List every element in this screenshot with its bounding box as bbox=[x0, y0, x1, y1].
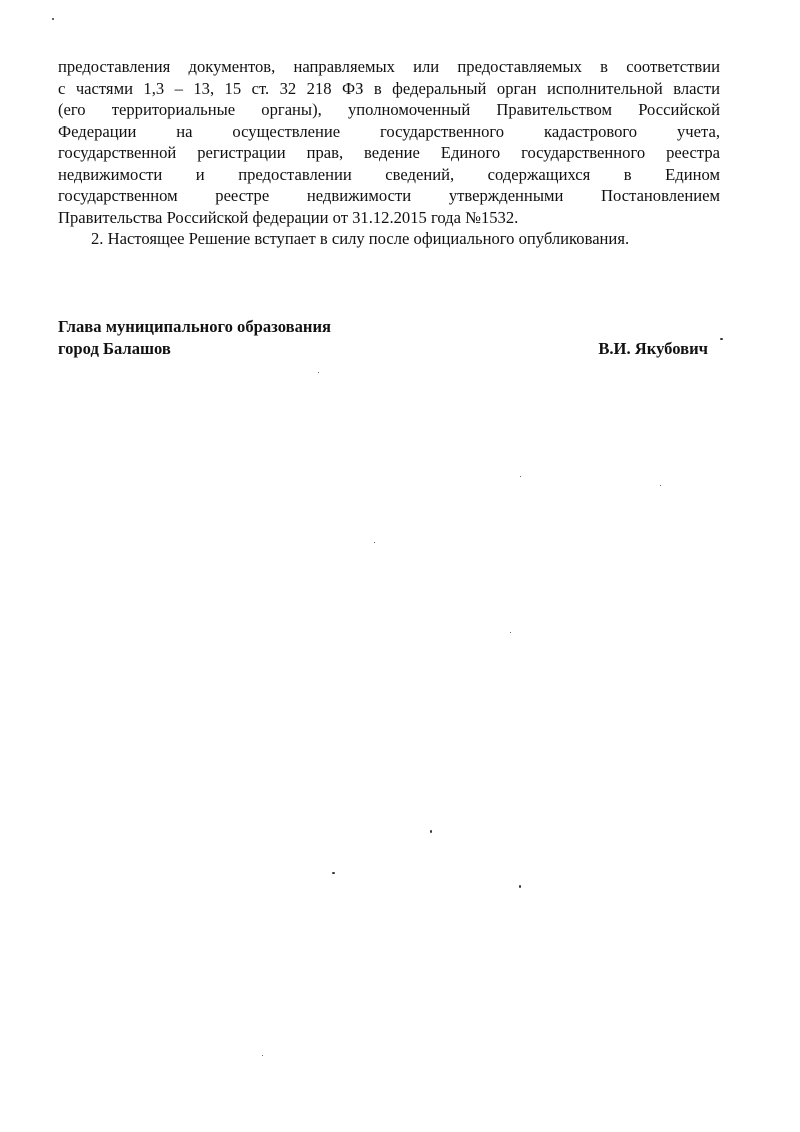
signatory-name: В.И. Якубович bbox=[598, 338, 708, 358]
document-body bbox=[58, 56, 720, 250]
scan-speck bbox=[262, 1055, 263, 1056]
signature-position-line1: Глава муниципального образования bbox=[58, 317, 331, 336]
body-line: недвижимости и предоставлении сведений, содержащихся в Едином bbox=[58, 164, 720, 184]
scan-speck bbox=[374, 542, 375, 543]
body-line: Федерации на осуществление государственного кадастрового учета, bbox=[58, 121, 720, 141]
signature-block bbox=[58, 316, 708, 359]
body-line: с частями 1,3 – 13, 15 ст. 32 218 ФЗ в федеральный орган исполнительной власти bbox=[58, 78, 720, 98]
scan-speck bbox=[720, 338, 723, 340]
scan-speck bbox=[52, 18, 54, 20]
body-line: Правительства Российской федерации от 31.12.2015 года №1532. bbox=[58, 207, 519, 227]
scan-speck bbox=[318, 372, 319, 373]
paragraph-2: 2. Настоящее Решение вступает в силу после официального опубликования. bbox=[91, 229, 630, 248]
scan-speck bbox=[520, 476, 521, 477]
body-line: государственной регистрации прав, ведение Единого государственного реестра bbox=[58, 143, 720, 162]
body-line: предоставления документов, направляемых или предоставляемых в соответствии bbox=[58, 57, 720, 76]
scan-speck bbox=[660, 485, 661, 486]
signature-position-line2: город Балашов bbox=[58, 338, 171, 358]
scan-speck bbox=[510, 632, 511, 633]
scan-speck bbox=[430, 830, 432, 833]
scan-speck bbox=[332, 872, 335, 874]
body-line: государственном реестре недвижимости утвержденными Постановлением bbox=[58, 186, 720, 205]
signature-position-line2-row bbox=[58, 338, 708, 360]
signature-position-line1-row bbox=[58, 316, 708, 338]
scan-speck bbox=[519, 885, 521, 888]
body-line: (его территориальные органы), уполномоченный Правительством Российской bbox=[58, 100, 720, 119]
